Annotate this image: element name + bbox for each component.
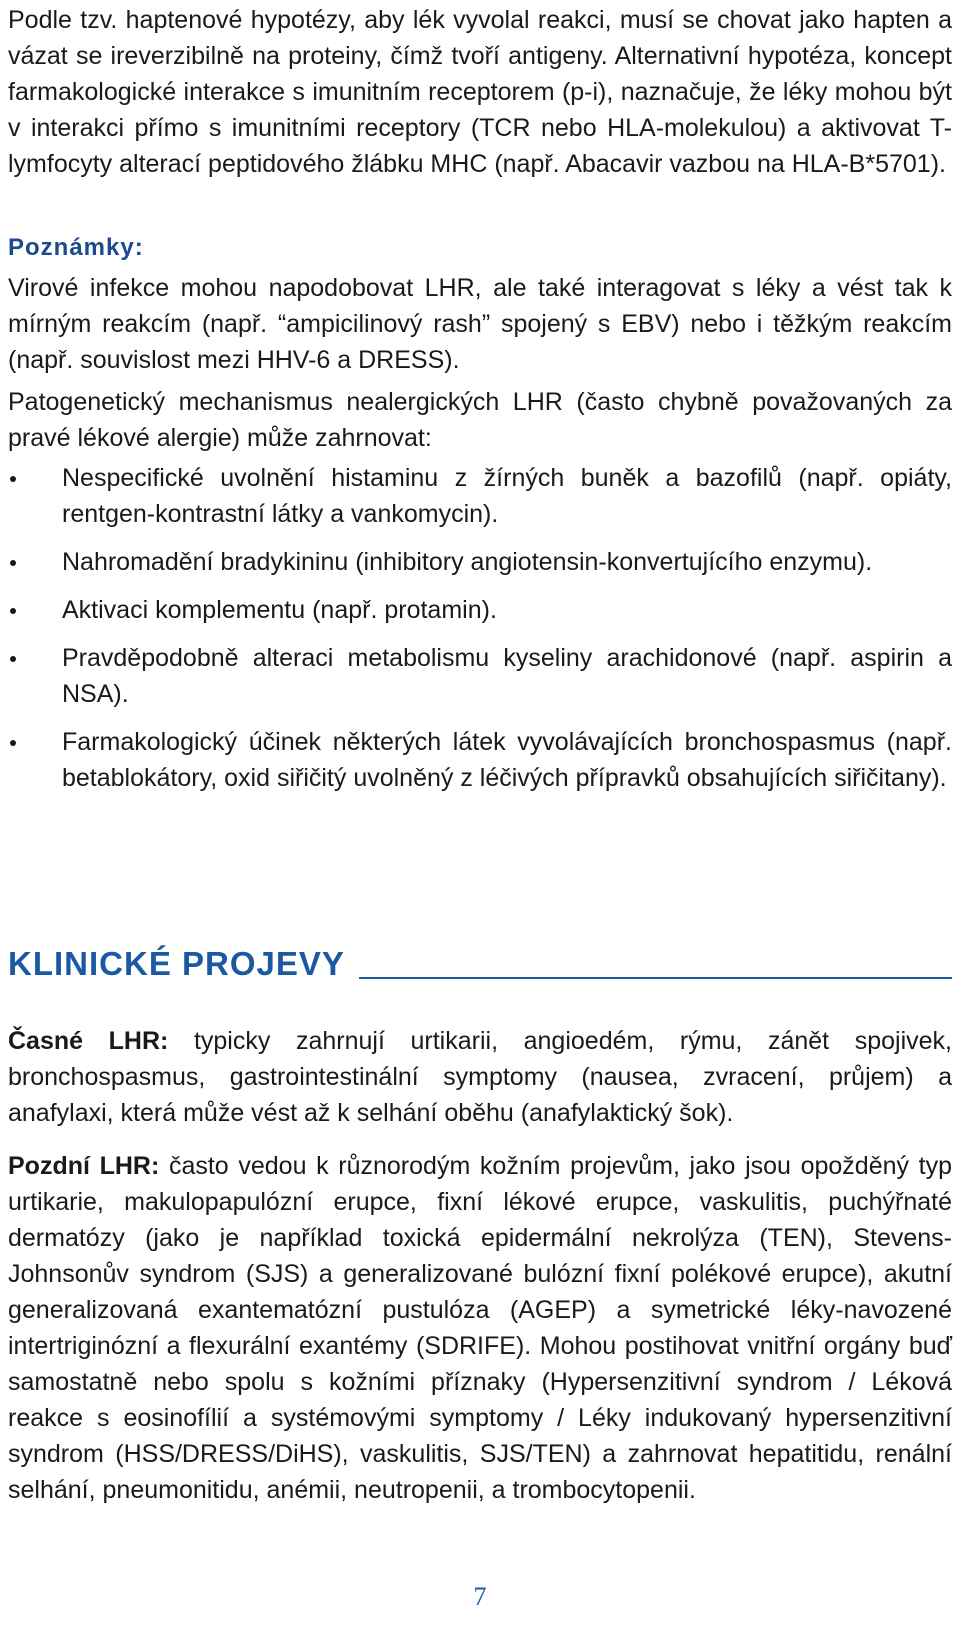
list-item: Farmakologický účinek některých látek vyvolávajících bronchospasmus (např. betablokátory, oxid siřičitý uvolněný z léčivých přípravků obsahujících siřičitany). bbox=[8, 724, 952, 796]
late-label: Pozdní LHR: bbox=[8, 1152, 160, 1180]
early-reactions-paragraph bbox=[8, 1023, 952, 1131]
list-item: Aktivaci komplementu (např. protamin). bbox=[8, 592, 952, 628]
list-item: Nahromadění bradykininu (inhibitory angiotensin-konvertujícího enzymu). bbox=[8, 544, 952, 580]
section-header bbox=[8, 945, 952, 983]
notes-paragraph: Virové infekce mohou napodobovat LHR, ale také interagovat s léky a vést tak k mírným reakcím (např. “ampicilinový rash” spojený s EBV) nebo i těžkým reakcím (např. souvislost mezi HHV-6 a DRESS). bbox=[8, 274, 952, 374]
section-title: KLINICKÉ PROJEVY bbox=[8, 945, 345, 982]
page-number: 7 bbox=[473, 1582, 487, 1611]
list-item: Nespecifické uvolnění histaminu z žírných buněk a bazofilů (např. opiáty, rentgen-kontrastní látky a vankomycin). bbox=[8, 460, 952, 532]
late-text: často vedou k různorodým kožním projevům, jako jsou opožděný typ urtikarie, makulopapulózní erupce, fixní lékové erupce, vaskulitis, puchýřnaté dermatózy (jako je například toxická epidermální nekrolýza (TEN), Stevens-Johnsonův syndrom (SJS) a generalizované bulózní fixní polékové erupce), akutní generalizovaná exantematózní pustulóza (AGEP) a symetrické léky-navozené intertriginózní a flexurální exantémy (SDRIFE). Mohou postihovat vnitřní orgány buď samostatně nebo spolu s kožními příznaky (Hypersenzitivní syndrom / Léková reakce s eosinofílií a systémovými symptomy / Léky indukovaný hypersenzitivní syndrom (HSS/DRESS/DiHS), vaskulitis, SJS/TEN) a zahrnovat hepatitidu, renální selhání, pneumonitidu, anémii, neutropenii, a trombocytopenii. bbox=[8, 1152, 952, 1504]
list-item: Pravděpodobně alteraci metabolismu kyseliny arachidonové (např. aspirin a NSA). bbox=[8, 640, 952, 712]
notes-heading: Poznámky: bbox=[8, 234, 144, 261]
pathogenesis-intro: Patogenetický mechanismus nealergických LHR (často chybně považovaných za pravé lékové alergie) může zahrnovat: bbox=[8, 388, 952, 452]
late-reactions-paragraph bbox=[8, 1148, 952, 1508]
early-label: Časné LHR: bbox=[8, 1027, 169, 1055]
early-text: typicky zahrnují urtikarii, angioedém, rýmu, zánět spojivek, bronchospasmus, gastrointestinální symptomy (nausea, zvracení, průjem) a anafylaxi, která může vést až k selhání oběhu (anafylaktický šok). bbox=[8, 1027, 952, 1127]
intro-paragraph: Podle tzv. haptenové hypotézy, aby lék vyvolal reakci, musí se chovat jako hapten a vázat se ireverzibilně na proteiny, čímž tvoří antigeny. Alternativní hypotéza, koncept farmakologické interakce s imunitním receptorem (p-i), naznačuje, že léky mohou být v interakci přímo s imunitními receptory (TCR nebo HLA-molekulou) a aktivovat T-lymfocyty alterací peptidového žlábku MHC (např. Abacavir vazbou na HLA-B*5701). bbox=[8, 6, 952, 178]
pathogenesis-list bbox=[8, 460, 952, 808]
section-rule bbox=[359, 977, 952, 979]
